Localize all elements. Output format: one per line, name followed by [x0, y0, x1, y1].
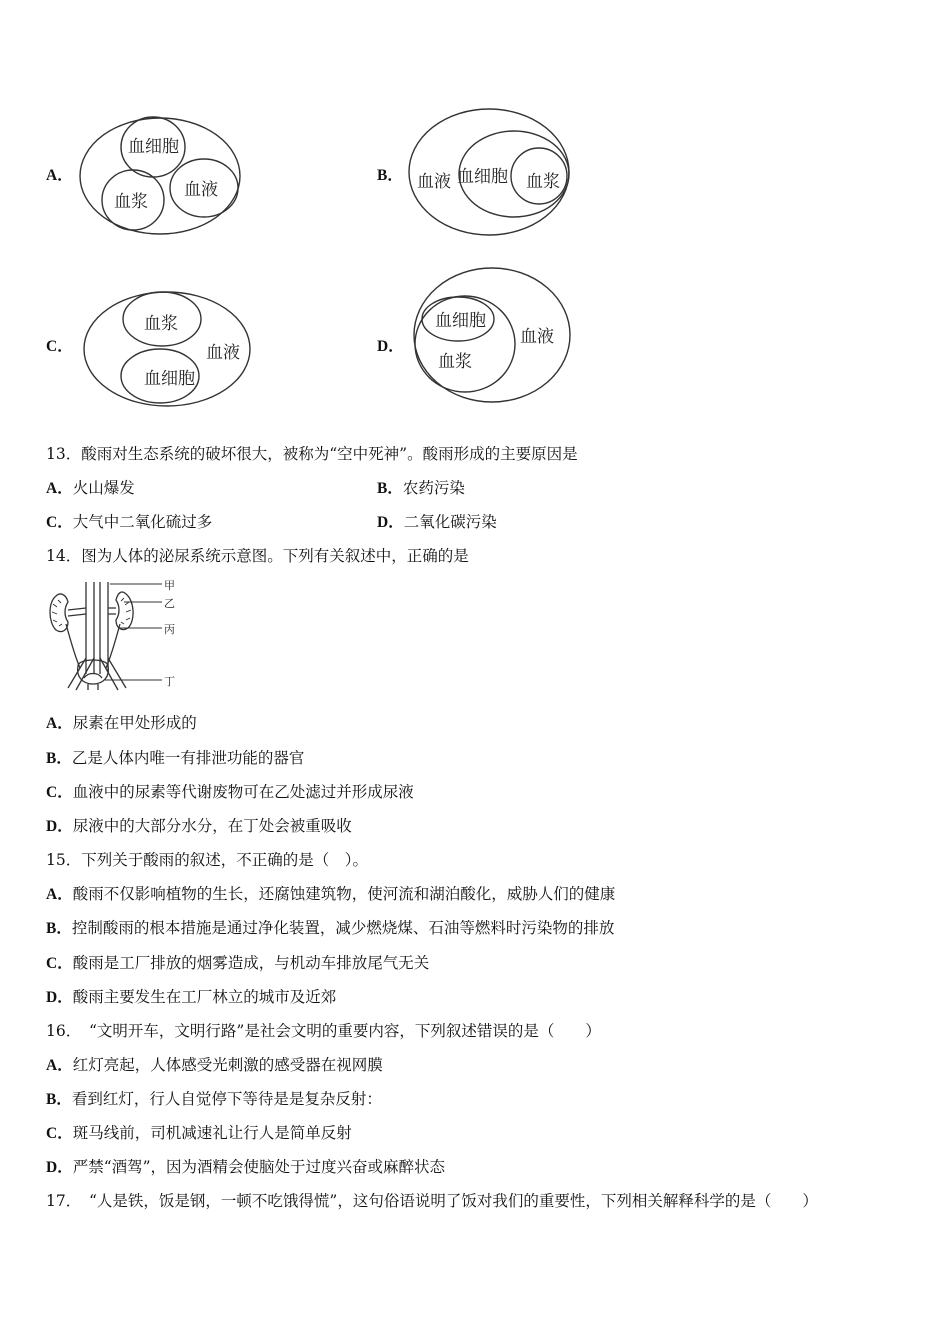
q13-option-a: A．火山爆发 [46, 479, 135, 497]
left-ureter [66, 624, 80, 668]
q15-option-c: C．酸雨是工厂排放的烟雾造成，与机动车排放尾气无关 [46, 954, 430, 972]
q15-option-b: B．控制酸雨的根本措施是通过净化装置，减少燃烧煤、石油等燃料时污染物的排放 [46, 919, 615, 937]
q12-d-label-2: 血浆 [438, 352, 472, 372]
q12-a-label-3: 血液 [184, 180, 218, 200]
q15-option-d: D．酸雨主要发生在工厂林立的城市及近郊 [46, 988, 337, 1006]
q16-option-a: A．红灯亮起，人体感受光刺激的感受器在视网膜 [46, 1056, 383, 1074]
q12-c-label-3: 血液 [206, 343, 240, 363]
q12-a-label-1: 血细胞 [128, 137, 179, 157]
q12-option-a-label: A． [46, 167, 73, 184]
figure-label-bing: 丙 [164, 623, 175, 636]
q12-option-b-label: B． [377, 167, 403, 184]
q12-venn-diagram-d [410, 264, 575, 408]
q12-venn-diagram-a [78, 112, 248, 240]
q16-option-b: B．看到红灯，行人自觉停下等待是是复杂反射： [46, 1090, 382, 1108]
q14-stem: 14．图为人体的泌尿系统示意图。下列有关叙述中，正确的是 [46, 547, 469, 565]
q17-stem: 17． “人是铁，饭是钢，一顿不吃饿得慌”，这句俗语说明了饭对我们的重要性，下列相关解释科学的是（ ） [46, 1192, 818, 1210]
q12-c-label-1: 血浆 [144, 314, 178, 334]
q14-option-d: D．尿液中的大部分水分，在丁处会被重吸收 [46, 817, 352, 835]
q12-option-d-label: D． [377, 338, 404, 355]
q16-option-c: C．斑马线前，司机减速礼让行人是简单反射 [46, 1124, 352, 1142]
q15-option-a: A．酸雨不仅影响植物的生长，还腐蚀建筑物，使河流和湖泊酸化，威胁人们的健康 [46, 885, 616, 903]
q12-venn-diagram-c [80, 288, 258, 410]
q16-option-d: D．严禁“酒驾”，因为酒精会使脑处于过度兴奋或麻醉状态 [46, 1158, 446, 1176]
right-kidney [116, 592, 133, 630]
q12-option-c-label: C． [46, 338, 73, 355]
figure-label-yi: 乙 [164, 597, 175, 610]
q12-c-label-2: 血细胞 [144, 369, 195, 389]
q12-d-label-3: 血液 [520, 327, 554, 347]
q12-b-label-3: 血浆 [526, 172, 560, 192]
urinary-system-figure [44, 578, 194, 696]
q14-option-c: C．血液中的尿素等代谢废物可在乙处滤过并形成尿液 [46, 783, 414, 801]
q12-b-label-1: 血液 [417, 172, 451, 192]
figure-label-ding: 丁 [164, 675, 175, 688]
q16-stem: 16． “文明开车，文明行路”是社会文明的重要内容，下列叙述错误的是（ ） [46, 1022, 601, 1040]
q13-stem: 13．酸雨对生态系统的破坏很大，被称为“空中死神”。酸雨形成的主要原因是 [46, 445, 578, 463]
q14-option-b: B．乙是人体内唯一有排泄功能的器官 [46, 749, 305, 767]
q15-stem: 15．下列关于酸雨的叙述，不正确的是（ ）。 [46, 851, 368, 869]
q12-d-label-1: 血细胞 [435, 311, 486, 331]
q12-a-label-2: 血浆 [114, 192, 148, 212]
q12-b-label-2: 血细胞 [457, 167, 508, 187]
figure-label-jia: 甲 [164, 579, 175, 592]
q12-venn-diagram-b [405, 104, 580, 240]
q13-option-b: B．农药污染 [377, 479, 465, 497]
q13-option-d: D．二氧化碳污染 [377, 513, 497, 531]
q14-option-a: A．尿素在甲处形成的 [46, 714, 197, 732]
q13-option-c: C．大气中二氧化硫过多 [46, 513, 213, 531]
